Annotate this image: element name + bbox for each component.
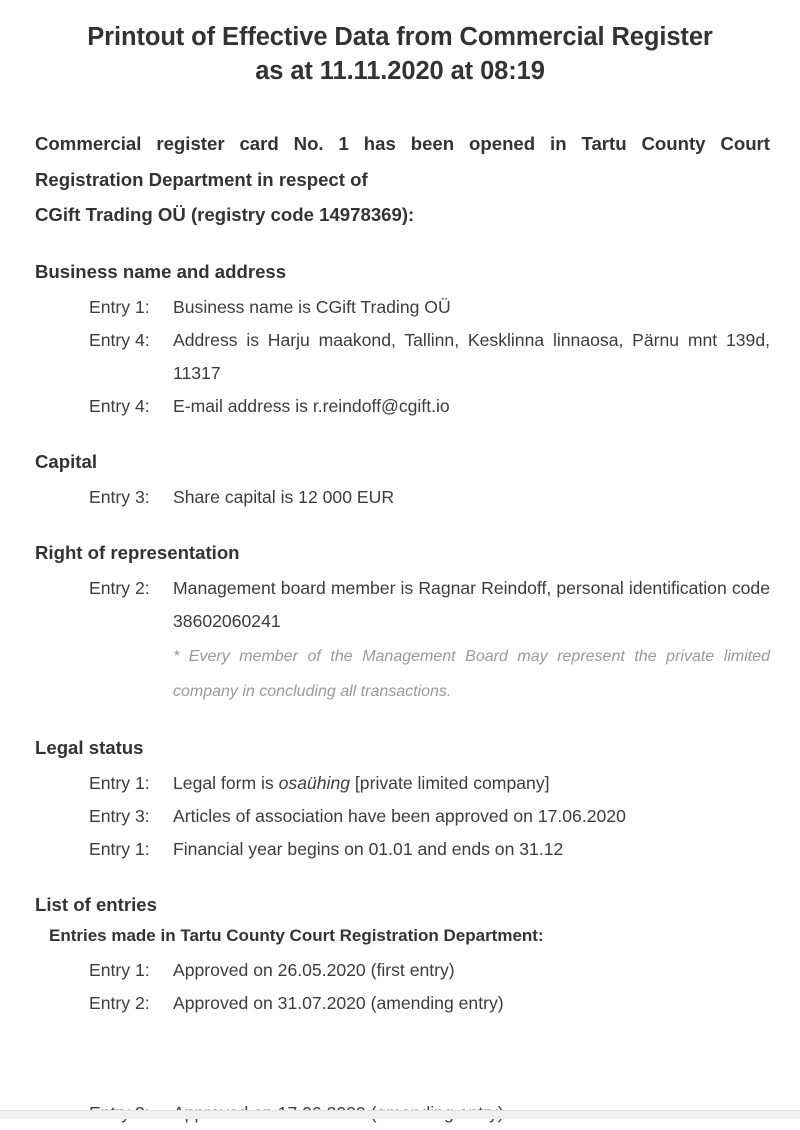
entry-row [89, 767, 785, 800]
page-bottom-edge [0, 1110, 800, 1119]
entry-row [89, 954, 785, 987]
section-heading: Capital [35, 450, 97, 472]
page-title-line-1: Printout of Effective Data from Commercial Register [87, 23, 713, 51]
entry-text: Address is Harju maakond, Tallinn, Kesklinna linnaosa, Pärnu mnt 139d, 11317 [173, 329, 770, 383]
section-list-of-entries [35, 893, 785, 1020]
entry-label: Entry 4: [89, 395, 150, 416]
entry-row [89, 291, 785, 324]
section-heading: Legal status [35, 736, 144, 758]
entry-label: Entry 3: [89, 486, 150, 507]
entry-label: Entry 3: [89, 805, 150, 826]
intro-paragraph [35, 126, 785, 233]
entry-row [89, 390, 785, 423]
entry-text: Approved on 31.07.2020 (amending entry) [173, 992, 504, 1013]
intro-line-2: CGift Trading OÜ (registry code 14978369): [35, 204, 415, 225]
legal-form-italic: osaühing [278, 772, 351, 793]
entry-label [89, 1097, 173, 1110]
representation-footnote: * Every member of the Management Board may represent the private limited company in concluding all transactions. [173, 647, 770, 700]
entry-label: Entry 1: [89, 959, 150, 980]
entry-row [89, 833, 785, 866]
entry-row [89, 572, 785, 638]
legal-form-suffix: [private limited company] [350, 772, 550, 793]
entry-label: Entry 2: [89, 577, 150, 598]
entry-label: Entry 4: [89, 329, 150, 350]
entry-row [89, 324, 785, 390]
entry-text: E-mail address is r.reindoff@cgift.io [173, 395, 450, 416]
intro-line-1: Commercial register card No. 1 has been opened in Tartu County Court Registration Department in respect of [35, 133, 770, 190]
entries-court-sub-heading: Entries made in Tartu County Court Registration Department: [49, 925, 544, 945]
entry-text: Share capital is 12 000 EUR [173, 486, 395, 507]
legal-form-prefix: Legal form is [173, 772, 279, 793]
entry-label: Entry 1: [89, 296, 150, 317]
section-right-of-representation [35, 541, 785, 709]
entry-row [89, 800, 785, 833]
page-title [35, 20, 785, 88]
entry-row [89, 481, 785, 514]
section-capital [35, 450, 785, 514]
entry-text [173, 767, 770, 800]
entry-text: Business name is CGift Trading OÜ [173, 296, 451, 317]
entry-label: Entry 2: [89, 992, 150, 1013]
entry-text [173, 1097, 504, 1110]
entry-text: Articles of association have been approved on 17.06.2020 [173, 805, 626, 826]
section-legal-status [35, 736, 785, 866]
entry-text: Approved on 26.05.2020 (first entry) [173, 959, 455, 980]
entry-label: Entry 1: [89, 772, 150, 793]
section-heading: List of entries [35, 893, 157, 915]
entry-text: Management board member is Ragnar Reindoff, personal identification code 38602060241 [173, 577, 770, 631]
section-heading: Right of representation [35, 541, 240, 563]
section-heading: Business name and address [35, 260, 287, 282]
clipped-entry-row [89, 1097, 785, 1110]
section-business-name-and-address [35, 260, 785, 423]
entry-text: Financial year begins on 01.01 and ends on 31.12 [173, 838, 564, 859]
entry-label: Entry 1: [89, 838, 150, 859]
page-title-line-2: as at 11.11.2020 at 08:19 [255, 57, 545, 85]
entry-row [89, 987, 785, 1020]
